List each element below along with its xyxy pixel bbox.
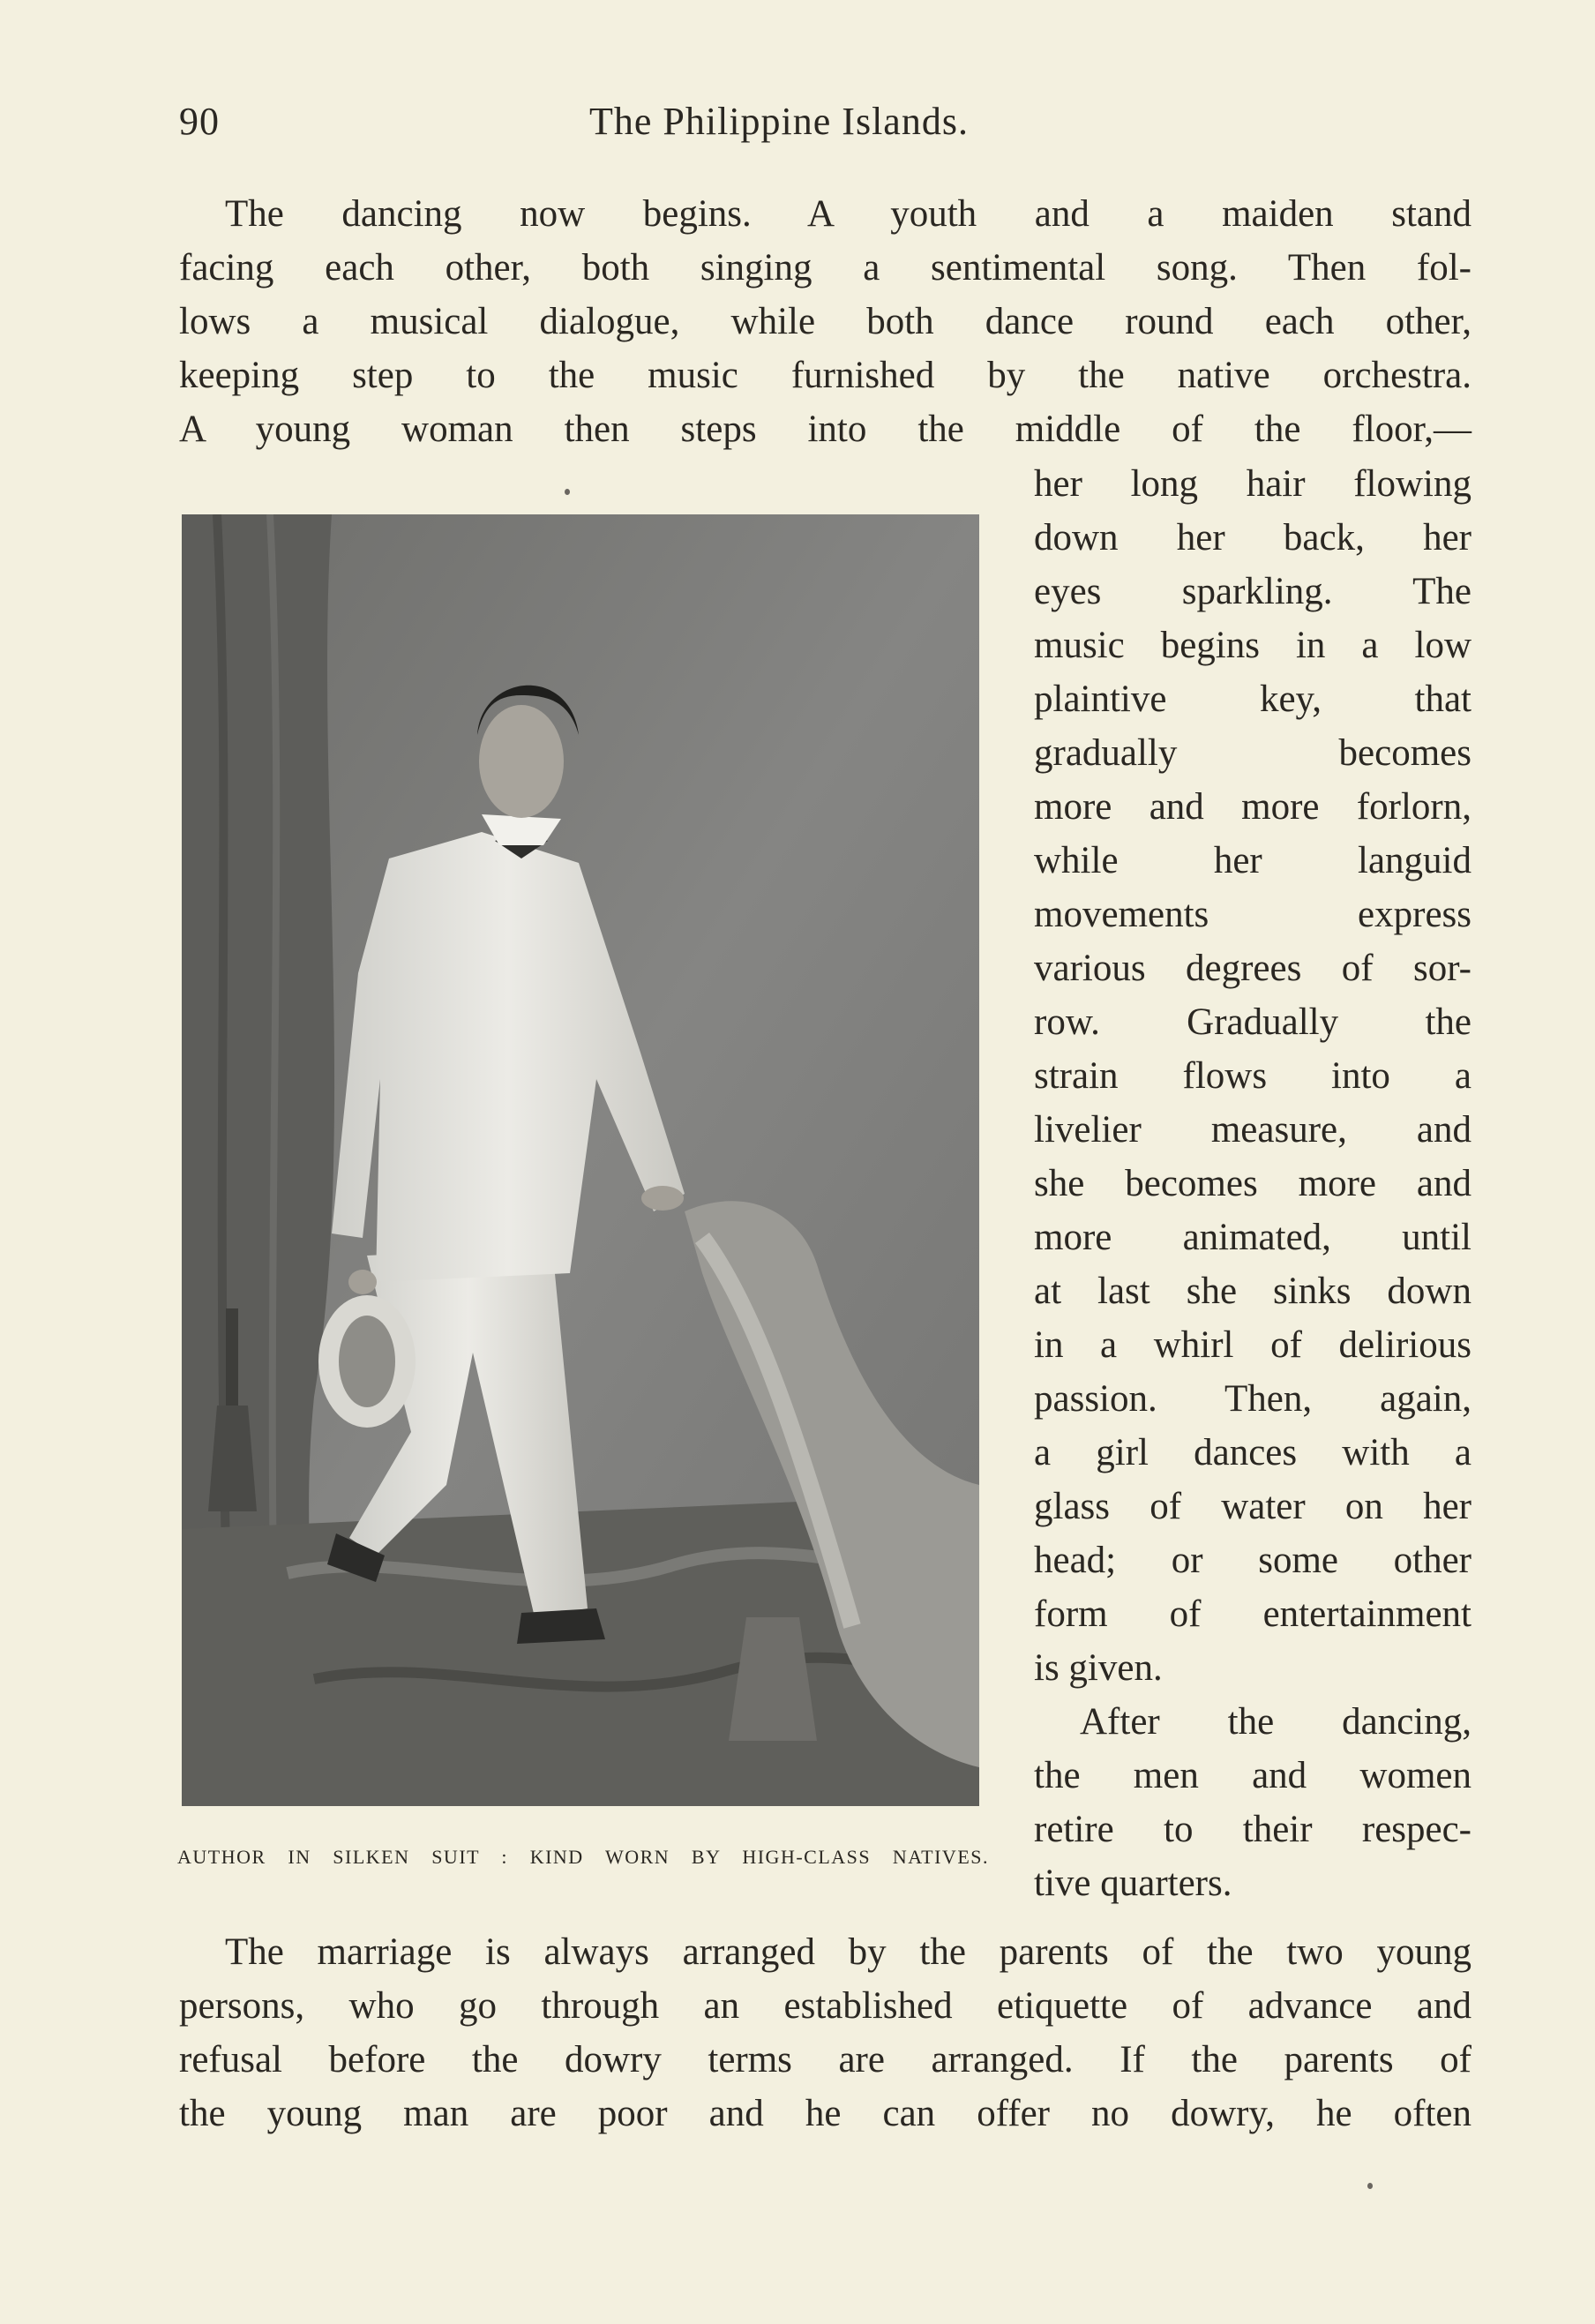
side-column-text	[1034, 457, 1471, 1910]
text-line: movements express	[1034, 894, 1471, 935]
text-line: keeping step to the music furnished by the native orchestra.	[179, 355, 1471, 396]
text-line: various degrees of sor-	[1034, 948, 1471, 989]
text-line: The dancing now begins. A youth and a maiden stand	[225, 193, 1471, 235]
text-line: form of entertainment	[1034, 1593, 1471, 1635]
text-line: After the dancing,	[1080, 1701, 1471, 1743]
page-header	[0, 99, 1595, 152]
text-line: head; or some other	[1034, 1540, 1471, 1581]
text-line: down her back, her	[1034, 517, 1471, 559]
text-line: retire to their respec-	[1034, 1809, 1471, 1850]
text-line: she becomes more and	[1034, 1163, 1471, 1204]
text-line: livelier measure, and	[1034, 1109, 1471, 1151]
text-line: persons, who go through an established etiquette of advance and	[179, 1985, 1471, 2027]
text-line: gradually becomes	[1034, 732, 1471, 774]
figure-caption: AUTHOR IN SILKEN SUIT : KIND WORN BY HIGH-CLASS NATIVES.	[177, 1846, 989, 1868]
text-line: is given.	[1034, 1647, 1163, 1689]
ink-speck	[1367, 2183, 1373, 2189]
text-line: more and more forlorn,	[1034, 786, 1471, 828]
text-line: her long hair flowing	[1034, 463, 1471, 505]
paragraph-2	[179, 1925, 1471, 2140]
text-line: the men and women	[1034, 1755, 1471, 1796]
text-line: while her languid	[1034, 840, 1471, 881]
text-line: lows a musical dialogue, while both dance round each other,	[179, 301, 1471, 342]
text-line: at last she sinks down	[1034, 1271, 1471, 1312]
text-line: plaintive key, that	[1034, 678, 1471, 720]
photo-illustration	[182, 514, 979, 1806]
ink-speck	[565, 489, 570, 495]
page-number: 90	[179, 100, 220, 143]
portrait-photo	[182, 514, 979, 1806]
text-line: eyes sparkling. The	[1034, 571, 1471, 612]
paragraph-1	[179, 187, 1471, 456]
text-line: glass of water on her	[1034, 1486, 1471, 1527]
text-line: a girl dances with a	[1034, 1432, 1471, 1473]
text-line: in a whirl of delirious	[1034, 1324, 1471, 1366]
text-line: the young man are poor and he can offer no dowry, he often	[179, 2093, 1471, 2134]
text-line: strain flows into a	[1034, 1055, 1471, 1097]
photo-figure	[182, 514, 979, 1806]
text-line: facing each other, both singing a sentimental song. Then fol-	[179, 247, 1471, 289]
text-line: tive quarters.	[1034, 1863, 1232, 1904]
text-line: passion. Then, again,	[1034, 1378, 1471, 1420]
text-line: A young woman then steps into the middle of the floor,—	[179, 409, 1471, 450]
running-title: The Philippine Islands.	[589, 100, 969, 143]
text-line: row. Gradually the	[1034, 1001, 1471, 1043]
text-line: music begins in a low	[1034, 625, 1471, 666]
text-line: The marriage is always arranged by the parents of the two young	[225, 1931, 1471, 1973]
text-line: more animated, until	[1034, 1217, 1471, 1258]
text-line: refusal before the dowry terms are arranged. If the parents of	[179, 2039, 1471, 2080]
